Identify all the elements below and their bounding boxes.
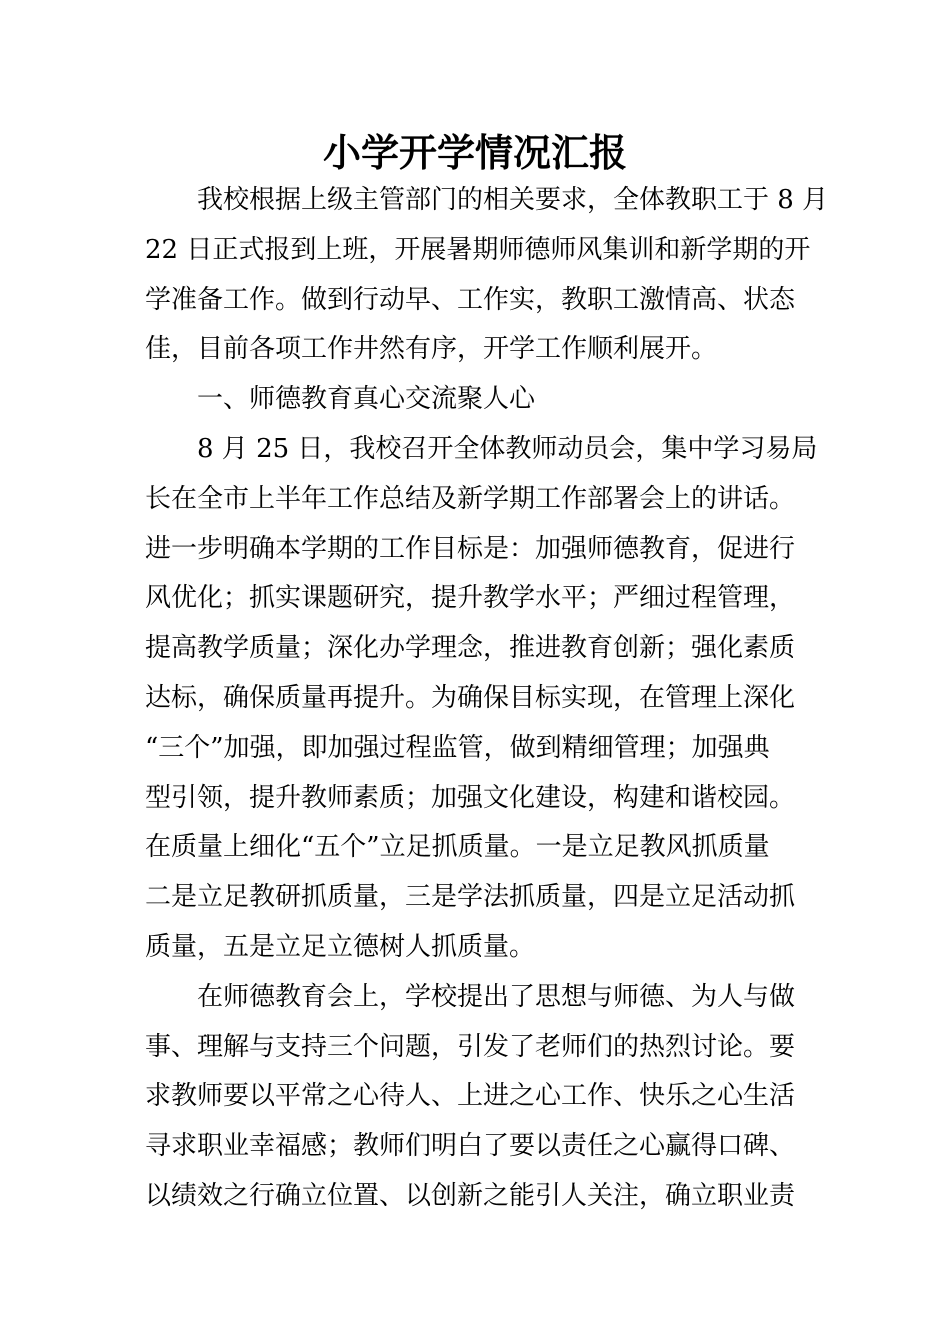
paragraph-line: 长在全市上半年工作总结及新学期工作部署会上的讲话。 [145, 483, 796, 514]
paragraph-line: 提高教学质量；深化办学理念，推进教育创新；强化素质 [145, 633, 796, 664]
paragraph-line: 佳，目前各项工作井然有序，开学工作顺利展开。 [145, 334, 718, 365]
paragraph-line: 达标，确保质量再提升。为确保目标实现，在管理上深化 [145, 682, 796, 713]
paragraph-line: 二是立足教研抓质量，三是学法抓质量，四是立足活动抓 [145, 882, 796, 913]
section-heading: 一、师德教育真心交流聚人心 [197, 384, 536, 415]
paragraph-line: 学准备工作。做到行动早、工作实，教职工激情高、状态 [145, 284, 796, 315]
paragraph-line: 以绩效之行确立位置、以创新之能引人关注，确立职业责 [145, 1180, 796, 1211]
paragraph-line: 在师德教育会上，学校提出了思想与师德、为人与做 [197, 981, 796, 1012]
document-body [145, 176, 829, 1222]
paragraph-line: 我校根据上级主管部门的相关要求，全体教职工于 8 月 [197, 185, 829, 215]
document-title: 小学开学情况汇报 [322, 130, 627, 175]
paragraph-line: 寻求职业幸福感；教师们明白了要以责任之心赢得口碑、 [145, 1131, 796, 1162]
paragraph-line: 22 日正式报到上班，开展暑期师德师风集训和新学期的开 [145, 234, 811, 265]
paragraph-line: 质量，五是立足立德树人抓质量。 [145, 931, 536, 962]
paragraph-line: 型引领，提升教师素质；加强文化建设，构建和谐校园。 [145, 782, 796, 813]
paragraph-line: “三个”加强，即加强过程监管，做到精细管理；加强典 [145, 732, 770, 763]
paragraph-line: 风优化；抓实课题研究，提升教学水平；严细过程管理， [145, 583, 796, 614]
paragraph-line: 进一步明确本学期的工作目标是：加强师德教育，促进行 [145, 533, 796, 564]
paragraph-line: 在质量上细化“五个”立足抓质量。一是立足教风抓质量 [145, 832, 770, 863]
paragraph-line: 事、理解与支持三个问题，引发了老师们的热烈讨论。要 [145, 1031, 796, 1062]
paragraph-line: 求教师要以平常之心待人、上进之心工作、快乐之心生活 [145, 1081, 796, 1112]
paragraph-line: 8 月 25 日，我校召开全体教师动员会，集中学习易局 [197, 433, 818, 464]
